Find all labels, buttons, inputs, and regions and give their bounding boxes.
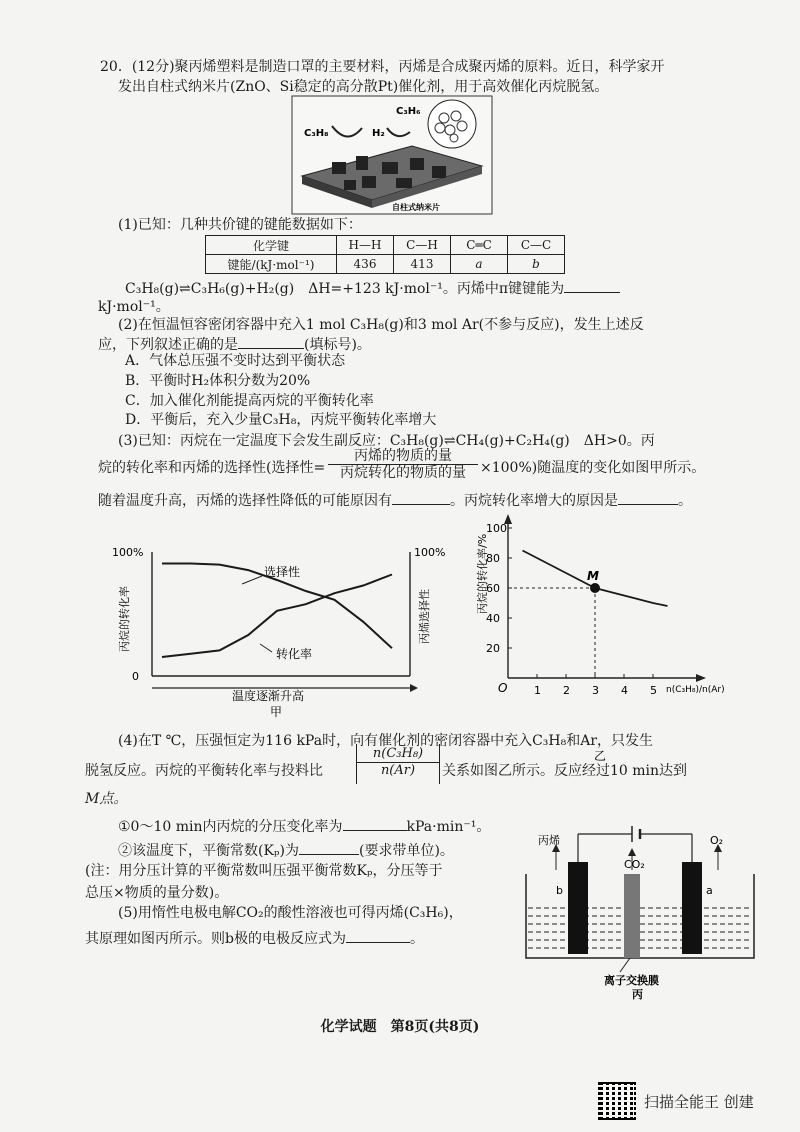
jia-xlabel: 温度逐渐升高 [232, 689, 305, 703]
x-tick-label: 4 [621, 684, 628, 697]
jia-y-top-right: 100% [414, 546, 446, 559]
catalyst-figure [292, 96, 492, 214]
option-a: A．气体总压强不变时达到平衡状态 [125, 353, 346, 369]
yi-origin: O [498, 681, 508, 695]
diag-a: a [706, 884, 713, 897]
answer-blank[interactable] [299, 840, 359, 855]
fig-caption: 自柱式纳米片 [392, 203, 440, 212]
p1-equation: C₃H₈(g)⇌C₃H₆(g)+H₂(g) ΔH=+123 kJ·mol⁻¹。丙烯中π键键能为 [125, 278, 620, 298]
ratio-den: n(Ar) [357, 762, 439, 779]
watermark-text: 扫描全能王 创建 [644, 1092, 754, 1111]
jia-origin: 0 [132, 670, 139, 683]
x-tick-label: 5 [650, 684, 657, 697]
answer-blank[interactable] [564, 278, 620, 293]
answer-blank[interactable] [618, 490, 678, 505]
yi-xlabel: n(C₃H₈)/n(Ar) [666, 685, 725, 695]
p4-sub1: ①0～10 min内丙烷的分压变化率为 kPa·min⁻¹。 [118, 816, 490, 836]
y-tick-label: 60 [486, 582, 500, 595]
p1-unit: kJ·mol⁻¹。 [98, 299, 170, 315]
answer-blank[interactable] [343, 816, 407, 831]
yi-title: 乙 [594, 749, 607, 763]
p4-note2: 总压×物质的量分数)。 [85, 885, 229, 901]
yi-ylabel: 丙烷的转化率/% [476, 533, 489, 614]
p3-line2: 烷的转化率和丙烯的选择性(选择性= [98, 460, 326, 476]
option-c: C．加入催化剂能提高丙烷的平衡转化率 [125, 393, 374, 409]
diag-o2: O₂ [710, 834, 724, 847]
jia-y-top-left: 100% [112, 546, 144, 559]
chart-jia [92, 540, 452, 720]
point-m [590, 583, 600, 593]
x-tick-label: 3 [592, 684, 599, 697]
fig-h2: H₂ [372, 128, 385, 139]
jia-label-select: 选择性 [264, 565, 301, 579]
p4-line2b: 关系如图乙所示。反应经过10 min达到 [442, 763, 688, 779]
p2-intro2: 应，下列叙述正确的是 (填标号)。 [98, 334, 371, 354]
table-row: 键能/(kJ·mol⁻¹) 436 413 a b [206, 255, 565, 274]
option-b: B．平衡时H₂体积分数为20% [125, 373, 311, 389]
p3-line3: 随着温度升高，丙烯的选择性降低的可能原因有 。丙烷转化率增大的原因是 。 [98, 490, 692, 510]
p4-line2: 脱氢反应。丙烷的平衡转化率与投料比 [85, 763, 323, 779]
diag-co2: CO₂ [624, 858, 645, 871]
qr-code-icon [598, 1082, 636, 1120]
point-m-label: M [587, 569, 599, 583]
p4-sub2: ②该温度下，平衡常数(Kₚ)为 (要求带单位)。 [118, 840, 454, 860]
scanner-watermark [598, 1082, 754, 1120]
jia-ylabel-right: 丙烯选择性 [418, 589, 431, 644]
jia-label-conv: 转化率 [276, 647, 313, 661]
diag-propene: 丙烯 [538, 834, 560, 847]
option-d: D．平衡后，充入少量C₃H₈，丙烷平衡转化率增大 [125, 412, 437, 428]
jia-ylabel-left: 丙烷的转化率 [118, 586, 131, 652]
diag-b: b [556, 884, 563, 897]
jia-title: 甲 [270, 705, 283, 719]
p4-line1: (4)在T ℃，压强恒定为116 kPa时，向有催化剂的密闭容器中充入C₃H₈和Ar，只发生 [118, 733, 654, 749]
bond-energy-table [205, 235, 565, 274]
y-tick-label: 40 [486, 612, 500, 625]
ratio-bracket [356, 744, 440, 784]
p4-line3: M点。 [85, 791, 128, 807]
p4-note1: (注：用分压计算的平衡常数叫压强平衡常数Kₚ，分压等于 [85, 863, 443, 879]
fig-c3h8: C₃H₈ [304, 128, 329, 139]
diag-membrane: 离子交换膜 [604, 974, 659, 987]
selectivity-fraction: 丙烯的物质的量 丙烷转化的物质的量 [328, 448, 478, 481]
q20-line2: 发出自柱式纳米片(ZnO、Si稳定的高分散Pt)催化剂，用于高效催化丙烷脱氢。 [118, 79, 609, 95]
y-tick-label: 100 [486, 522, 507, 535]
answer-blank[interactable] [392, 490, 450, 505]
table-row: 化学键 H—H C—H C═C C—C [206, 236, 565, 255]
y-tick-label: 20 [486, 642, 500, 655]
ratio-num: n(C₃H₈) [372, 746, 424, 761]
electrolysis-diagram [520, 822, 770, 1002]
p5-line1: (5)用惰性电极电解CO₂的酸性溶液也可得丙烯(C₃H₆)， [118, 905, 463, 921]
fig-c3h6: C₃H₆ [396, 106, 421, 117]
x-tick-label: 2 [563, 684, 570, 697]
p3-line1: (3)已知：丙烷在一定温度下会发生副反应：C₃H₈(g)⇌CH₄(g)+C₂H₄(g) ΔH>0。丙 [118, 433, 655, 449]
answer-blank[interactable] [238, 334, 304, 349]
y-tick-label: 80 [486, 552, 500, 565]
q20-line1: 20．(12分)聚丙烯塑料是制造口罩的主要材料，丙烯是合成聚丙烯的原料。近日，科学家开 [100, 59, 665, 75]
answer-blank[interactable] [346, 928, 410, 943]
page-footer: 化学试题 第8页(共8页) [320, 1019, 480, 1035]
p5-line2: 其原理如图丙所示。则b极的电极反应式为 。 [85, 928, 424, 948]
p1-intro: (1)已知：几种共价键的键能数据如下： [118, 217, 362, 233]
x-tick-label: 1 [534, 684, 541, 697]
diag-caption: 丙 [632, 988, 643, 1001]
p3-line2b: ×100%)随温度的变化如图甲所示。 [480, 460, 706, 476]
p2-intro1: (2)在恒温恒容密闭容器中充入1 mol C₃H₈(g)和3 mol Ar(不参与反应)，发生上述反 [118, 317, 644, 333]
conversion-line [162, 575, 392, 658]
